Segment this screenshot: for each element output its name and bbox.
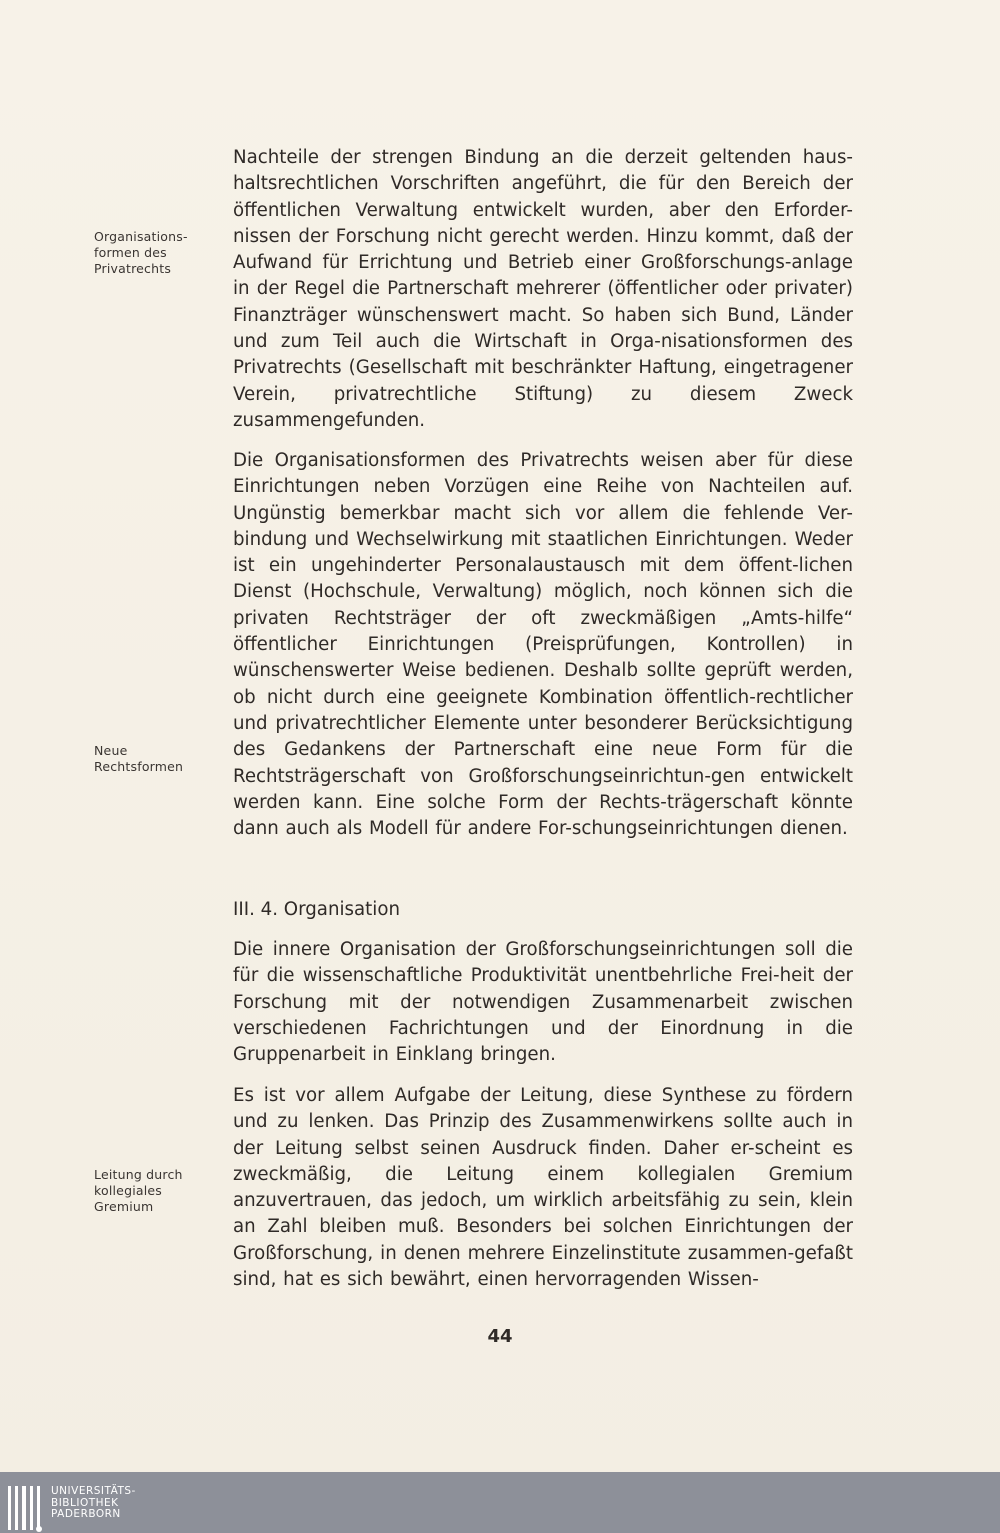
paragraph-1: Nachteile der strengen Bindung an die derzeit geltenden haus-haltsrechtlichen Vorschriften angeführt, die für den Bereich der öffentlichen Verwaltung entwickelt wurden, aber den Erforder-nissen der Forschung nicht gerecht werden. Hinzu kommt, daß der Aufwand für Errichtung und Betrieb einer Großforschungs-anlage in der Regel die Partnerschaft mehrerer (öffentlicher oder privater) Finanzträger wünschenswert macht. So haben sich Bund, Länder und zum Teil auch die Wirtschaft in Orga-nisationsformen des Privatrechts (Gesellschaft mit beschränkter Haftung, eingetragener Verein, privatrechtliche Stiftung) zu diesem Zweck zusammengefunden. [233,147,853,431]
paragraph-4: Es ist vor allem Aufgabe der Leitung, diese Synthese zu fördern und zu lenken. Das Prinzip des Zusammenwirkens sollte auch in der Leitung selbst seinen Ausdruck finden. Daher er-scheint es zweckmäßig, die Leitung einem kollegialen Gremium anzuvertrauen, das jedoch, um wirklich arbeitsfähig zu sein, klein an Zahl bleiben muß. Besonders bei solchen Einrichtungen der Großforschung, in denen mehrere Einzelinstitute zusammen-gefaßt sind, hat es sich bewährt, einen hervorragenden Wissen- [233,1085,853,1291]
page-number: 44 [487,1326,513,1347]
logo-dot-icon [36,1526,42,1532]
library-name-line-2: BIBLIOTHEK [51,1496,119,1509]
library-name-line-1: UNIVERSITÄTS- [51,1485,136,1497]
library-name [51,1486,136,1521]
paragraph-3: Die innere Organisation der Großforschungseinrichtungen soll die für die wissenschaftliche Produktivität unentbehrliche Frei-heit der Forschung mit der notwendigen Zusammenarbeit zwischen verschiedenen Fachrichtungen und der Einordnung in die Gruppenarbeit in Einklang bringen. [233,939,853,1066]
library-name-line-3: PADERBORN [51,1508,121,1520]
margin-note-leitung: Leitung durch kollegiales Gremium [94,1167,183,1214]
margin-note-organisationsformen: Organisations- formen des Privatrechts [94,229,188,276]
library-footer [0,1472,1000,1533]
section-heading: III. 4. Organisation [233,899,400,920]
paragraph-2: Die Organisationsformen des Privatrechts weisen aber für diese Einrichtungen neben Vorzügen eine Reihe von Nachteilen auf. Ungünstig bemerkbar macht sich vor allem die fehlende Ver-bindung und Wechselwirkung mit staatlichen Einrichtungen. Weder ist ein ungehinderter Personalaustausch mit dem öffent-lichen Dienst (Hochschule, Verwaltung) möglich, noch können sich die privaten Rechtsträger der oft zweckmäßigen „Amts-hilfe“ öffentlicher Einrichtungen (Preisprüfungen, Kontrollen) in wünschenswerter Weise bedienen. Deshalb sollte geprüft werden, ob nicht durch eine geeignete Kombination öffentlich-rechtlicher und privatrechtlicher Elemente unter besonderer Berücksichtigung des Gedankens der Partnerschaft eine neue Form für die Rechtsträgerschaft von Großforschungseinrichtun-gen entwickelt werden kann. Eine solche Form der Rechts-trägerschaft könnte dann auch als Modell für andere For-schungseinrichtungen dienen. [233,450,853,840]
library-logo-icon [8,1486,40,1530]
margin-note-neue-rechtsformen: Neue Rechtsformen [94,743,184,774]
